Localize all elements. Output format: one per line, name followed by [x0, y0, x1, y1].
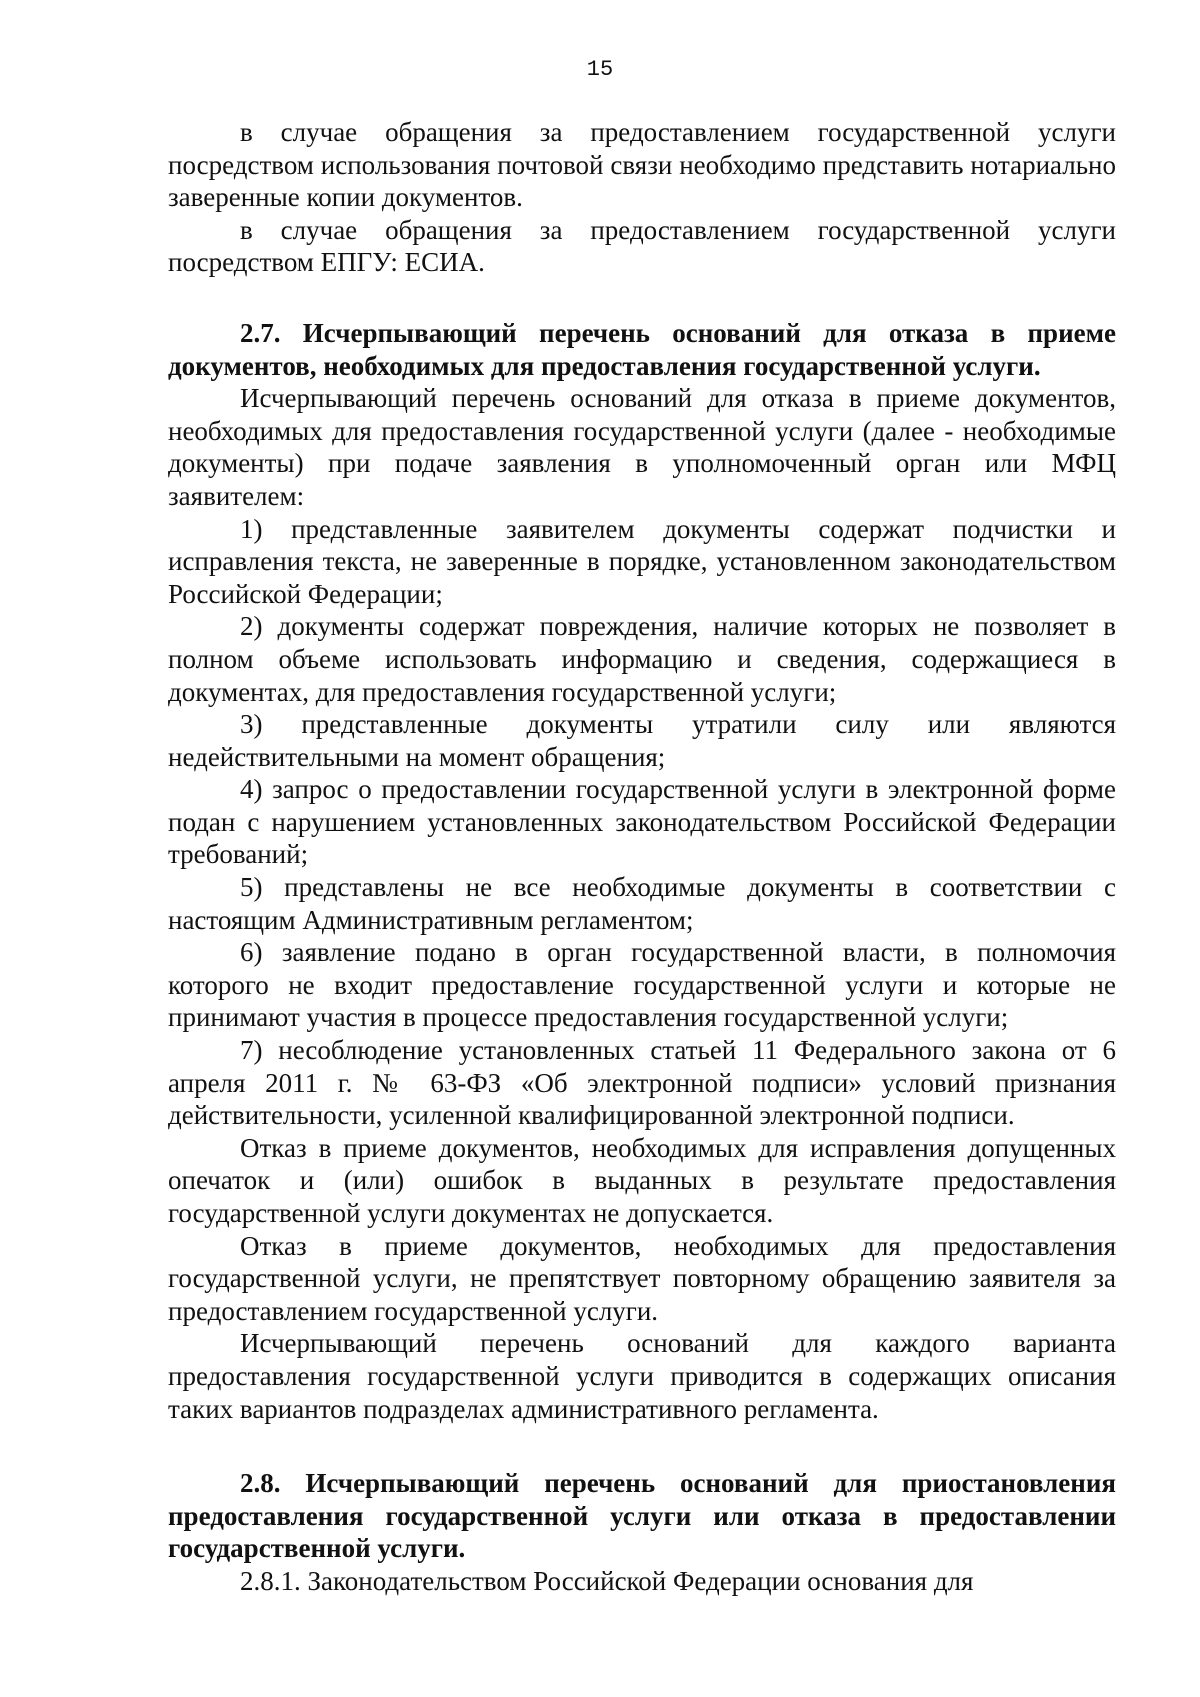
section-2-8-1-text: 2.8.1. Законодательством Российской Федерации основания для: [240, 1565, 974, 1596]
list-item-7: 7) несоблюдение установленных статьей 11 Федерального закона от 6 апреля 2011 г. № 63-ФЗ «Об электронной подписи» условий признания действительности, усиленной квалифицированной электронной подписи.: [168, 1035, 1116, 1131]
paragraph-variants: Исчерпывающий перечень оснований для каждого варианта предоставления государственной услуги приводится в содержащих описания таких вариантов подразделах административного регламента.: [168, 1328, 1116, 1424]
section-spacer: [168, 1425, 1116, 1467]
section-2-7-intro: Исчерпывающий перечень оснований для отказа в приеме документов, необходимых для предоставления государственной услуги (далее - необходимые документы) при подаче заявления в уполномоченный орган или МФЦ заявителем:: [168, 383, 1116, 511]
paragraph-epgu: в случае обращения за предоставлением государственной услуги посредством ЕПГУ: ЕСИА.: [168, 214, 1116, 278]
list-item-4: 4) запрос о предоставлении государственной услуги в электронной форме подан с нарушением установленных законодательством Российской Федерации требований;: [168, 774, 1116, 870]
paragraph-repeat-request: Отказ в приеме документов, необходимых для предоставления государственной услуги, не препятствует повторному обращению заявителя за предоставлением государственной услуги.: [168, 1230, 1116, 1326]
section-heading-2-8: 2.8. Исчерпывающий перечень оснований для приостановления предоставления государственной услуги или отказа в предоставлении государственной услуги.: [168, 1468, 1116, 1564]
section-spacer: [168, 279, 1116, 317]
list-item-2: 2) документы содержат повреждения, наличие которых не позволяет в полном объеме использовать информацию и сведения, содержащиеся в документах, для предоставления государственной услуги;: [168, 611, 1116, 707]
list-item-6: 6) заявление подано в орган государственной власти, в полномочия которого не входит предоставление государственной услуги и которые не принимают участия в процессе предоставления государственной услуги;: [168, 937, 1116, 1033]
paragraph-corrections: Отказ в приеме документов, необходимых для исправления допущенных опечаток и (или) ошибок в выданных в результате предоставления государственной услуги документах не допускается.: [168, 1132, 1116, 1228]
section-heading-2-7: 2.7. Исчерпывающий перечень оснований для отказа в приеме документов, необходимых для предоставления государственной услуги.: [168, 317, 1116, 381]
document-body: [168, 116, 1116, 1598]
list-item-5: 5) представлены не все необходимые документы в соответствии с настоящим Административным регламентом;: [168, 872, 1116, 935]
paragraph-postal: в случае обращения за предоставлением государственной услуги посредством использования почтовой связи необходимо представить нотариально заверенные копии документов.: [168, 117, 1116, 213]
page-number: 15: [586, 57, 614, 82]
list-item-1: 1) представленные заявителем документы содержат подчистки и исправления текста, не заверенные в порядке, установленном законодательством Российской Федерации;: [168, 513, 1116, 609]
list-item-3: 3) представленные документы утратили силу или являются недействительными на момент обращения;: [168, 709, 1116, 772]
